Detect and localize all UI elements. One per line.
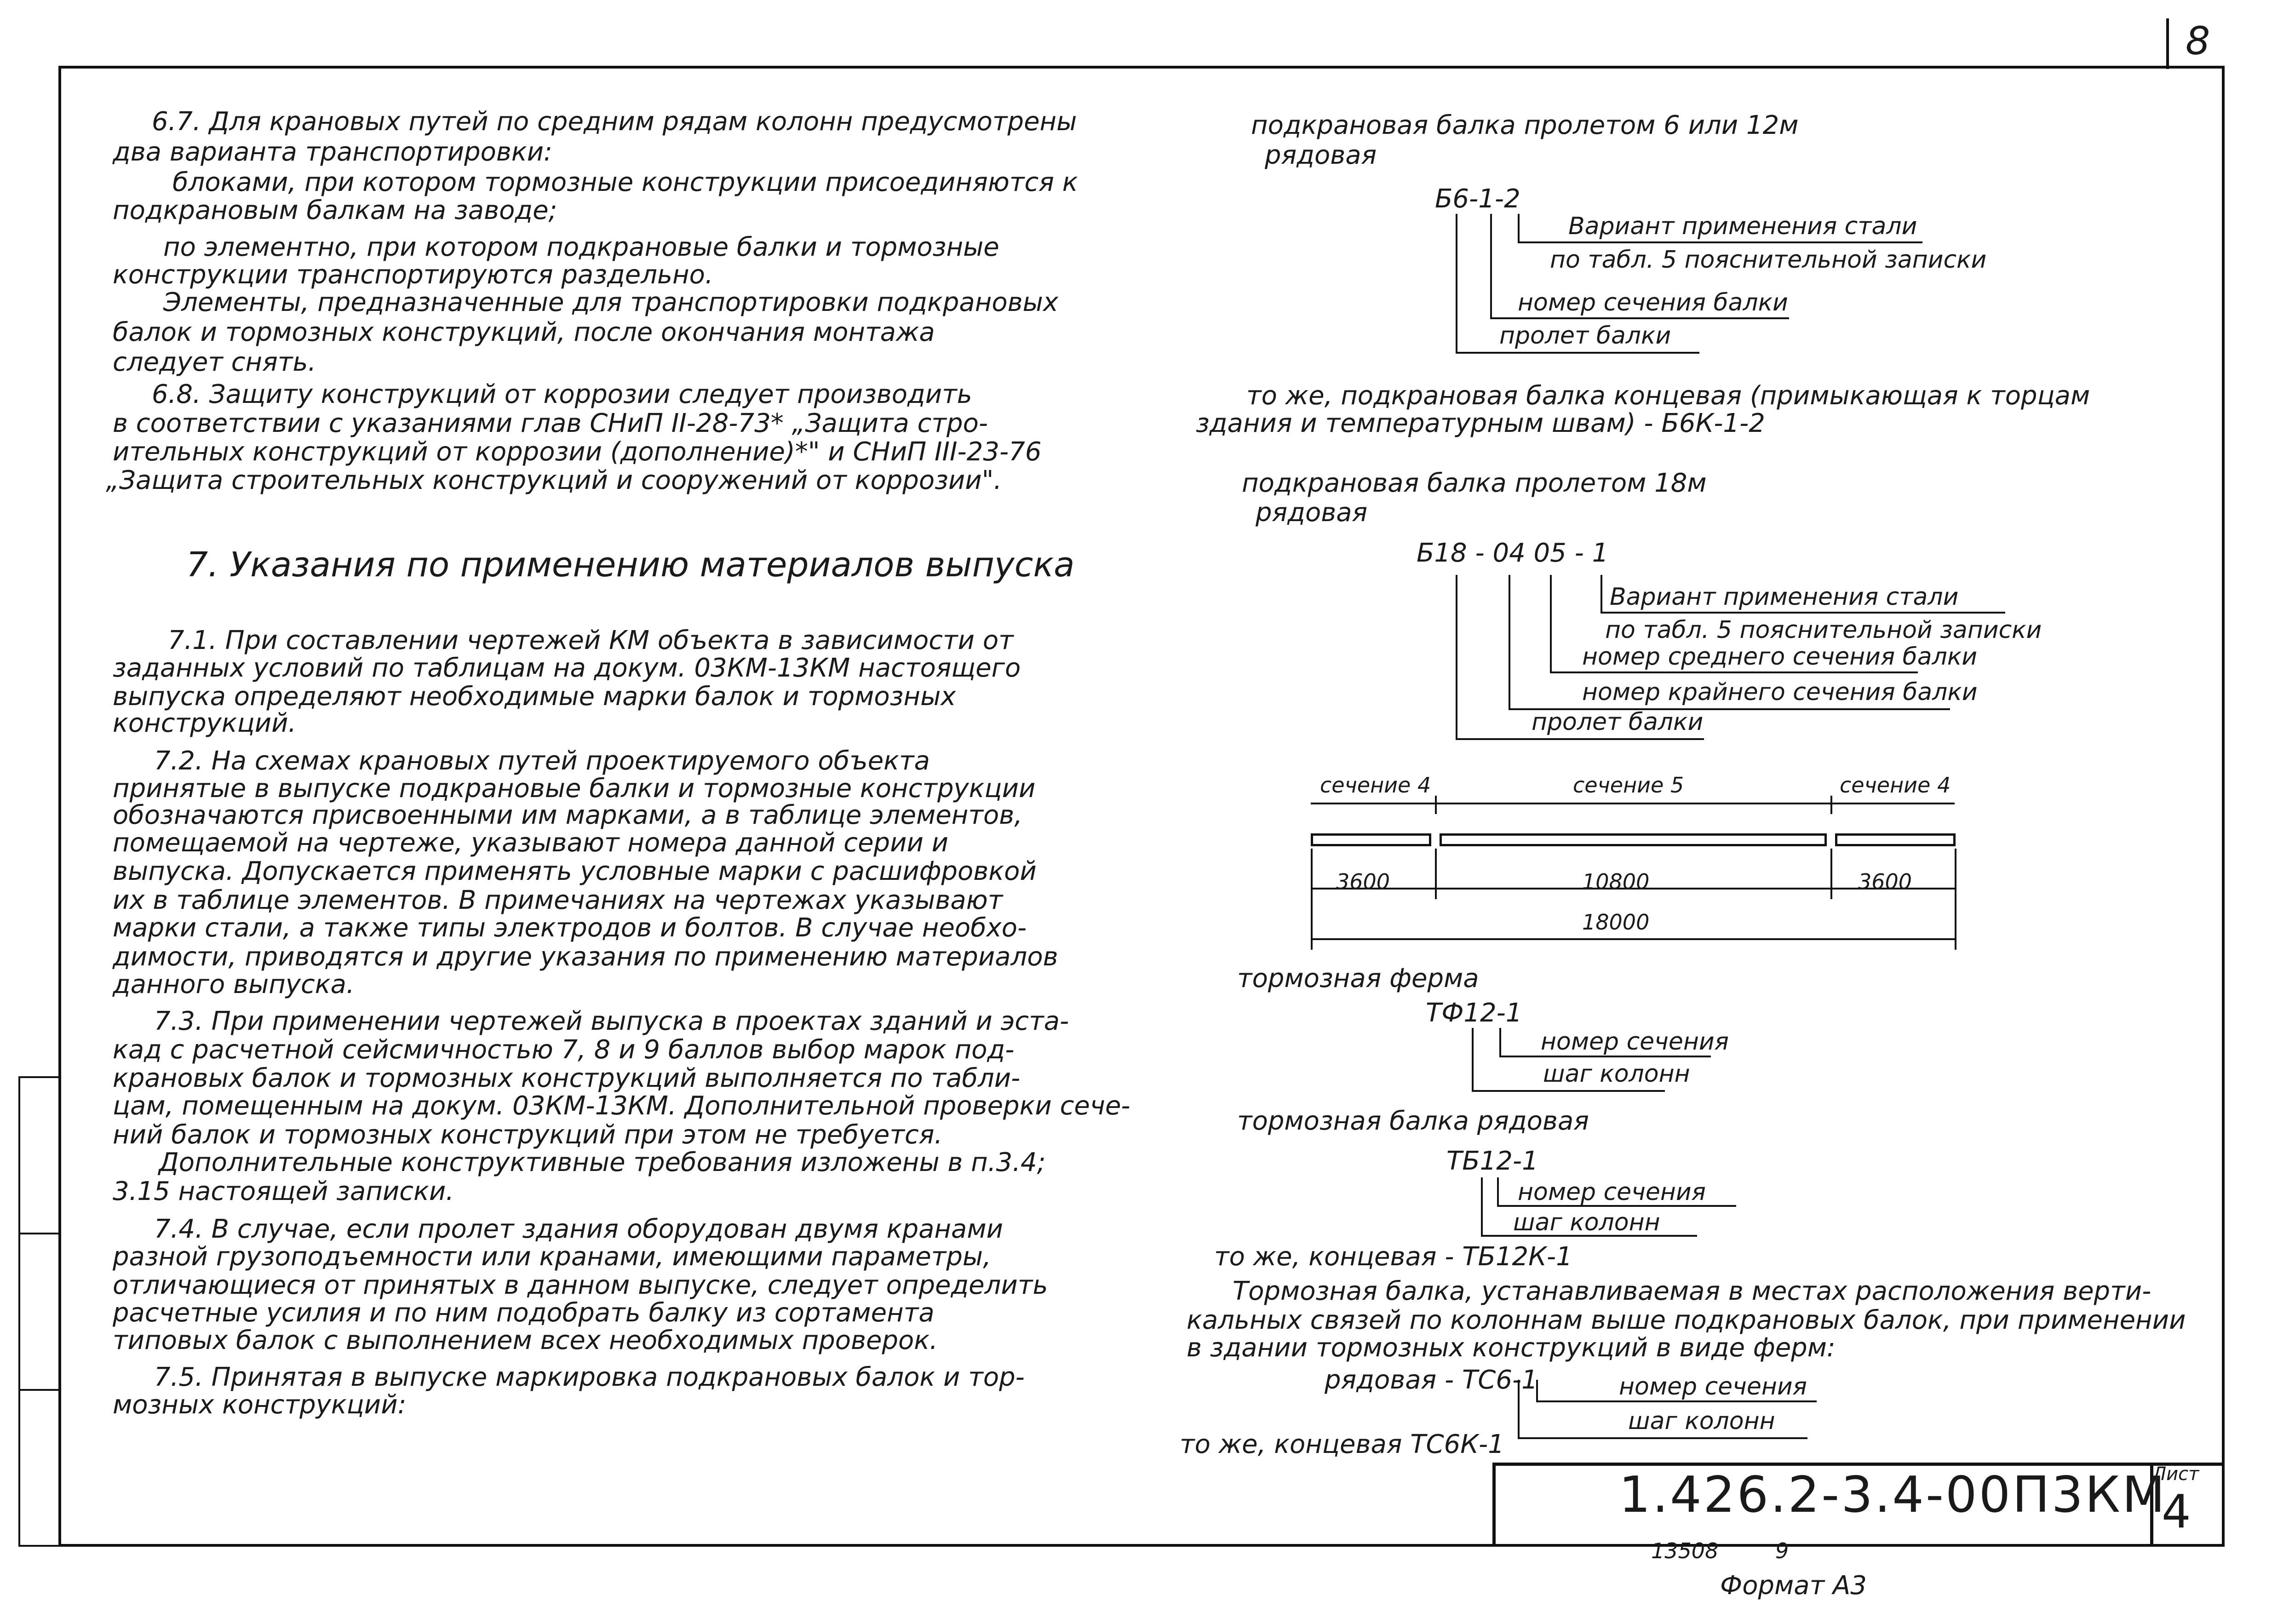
paper-format: Формат А3 [1720, 1571, 1867, 1601]
beam-18-heading: подкрановая балка пролетом 18м [1242, 468, 1707, 498]
leader-line [1536, 1380, 1538, 1400]
leader-line [1499, 1028, 1501, 1056]
brake-beam-heading: тормозная балка рядовая [1237, 1106, 1589, 1136]
scheme-dim-mid: 10800 [1582, 869, 1650, 894]
mark-tb: ТБ12-1 [1446, 1146, 1538, 1176]
scheme-tick [1311, 849, 1313, 950]
mark-tf-label-pitch: шаг колонн [1543, 1060, 1690, 1088]
p7-line: кад с расчетной сейсмичностью 7, 8 и 9 баллов выбор марок под- [113, 1035, 1015, 1065]
p7-line: разной грузоподъемности или кранами, имеющими параметры, [113, 1242, 991, 1272]
leader-line [1509, 575, 1510, 708]
leader-line [1472, 1090, 1665, 1092]
scheme-section-label-right: сечение 4 [1840, 773, 1951, 798]
leader-line [1550, 575, 1552, 671]
mark-b18: Б18 - 04 05 - 1 [1417, 538, 1609, 568]
p6-7-line: 6.7. Для крановых путей по средним рядам колонн предусмотрены [152, 107, 1077, 137]
leader-line [1499, 1056, 1711, 1057]
leader-line [1497, 1177, 1499, 1205]
leader-line [1601, 575, 1602, 612]
mark-b6-label-steel: Вариант применения стали [1568, 212, 1917, 240]
leader-line [1456, 738, 1704, 740]
scheme-dim-line-top [1311, 803, 1955, 804]
scheme-dim-total: 18000 [1582, 910, 1650, 935]
p7-line: данного выпуска. [113, 970, 355, 999]
p7-line: крановых балок и тормозных конструкций выполняется по табли- [113, 1063, 1021, 1093]
mark-b18-label-mid-section: номер среднего сечения балки [1582, 643, 1978, 671]
p6-7-line: Элементы, предназначенные для транспортировки подкрановых [163, 287, 1058, 317]
mark-b6-label-span: пролет балки [1499, 322, 1671, 350]
beam-6-12-heading: подкрановая балка пролетом 6 или 12м [1251, 110, 1799, 140]
p7-line: Дополнительные конструктивные требования изложены в п.3.4; [159, 1148, 1046, 1177]
document-code: 1.426.2-3.4-00П3КМ [1619, 1466, 2167, 1524]
leader-line [1456, 214, 1457, 352]
inventory-number: 13508 [1651, 1538, 1719, 1563]
mark-tc-label-section: номер сечения [1619, 1373, 1807, 1400]
p6-8-line: „Защита строительных конструкций и сооружений от коррозии". [106, 465, 1002, 495]
scheme-tick [1830, 849, 1832, 899]
margin-strip-divider [18, 1233, 58, 1234]
p7-line: принятые в выпуске подкрановые балки и тормозные конструкции [113, 774, 1036, 803]
scheme-dim-line-total [1311, 938, 1955, 940]
mark-b18-label-table: по табл. 5 пояснительной записки [1605, 616, 2042, 644]
leader-line [1481, 1177, 1483, 1235]
mark-tc-label-pitch: шаг колонн [1628, 1407, 1775, 1435]
p6-7-line: подкрановым балкам на заводе; [113, 195, 557, 225]
scheme-section-label-left: сечение 4 [1320, 773, 1431, 798]
p6-8-line: в соответствии с указаниями глав СНиП II-28-73* „Защита стро- [113, 408, 988, 438]
leader-line [1456, 575, 1457, 738]
mark-b6-label-section: номер сечения балки [1518, 289, 1788, 316]
brake-text: в здании тормозных конструкций в виде ферм: [1187, 1333, 1836, 1363]
margin-strip-divider [18, 1389, 58, 1391]
mark-b18-label-span: пролет балки [1532, 708, 1704, 736]
p6-7-line: блоками, при котором тормозные конструкции присоединяются к [172, 167, 1078, 197]
p7-line: ний балок и тормозных конструкций при этом не требуется. [113, 1120, 943, 1150]
p7-line: 7.2. На схемах крановых путей проектируемого объекта [154, 746, 930, 776]
scheme-segment-left [1311, 833, 1431, 846]
leader-line [1550, 671, 1918, 673]
tb-end-text: то же, концевая - ТБ12К-1 [1214, 1242, 1572, 1272]
leader-line [1518, 241, 1922, 243]
p7-line: выпуска определяют необходимые марки балок и тормозных [113, 682, 956, 712]
p7-line: обозначаются присвоенными им марками, а в таблице элементов, [113, 800, 1023, 830]
p7-line: 7.5. Принятая в выпуске маркировка подкрановых балок и тор- [154, 1362, 1025, 1392]
p7-line: цам, помещенным на докум. 03КМ-13КМ. Дополнительной проверки сече- [113, 1091, 1130, 1121]
p7-line: 7.1. При составлении чертежей КМ объекта в зависимости от [168, 625, 1014, 655]
leader-line [1490, 214, 1492, 317]
scheme-segment-mid [1440, 833, 1827, 846]
leader-line [1536, 1400, 1817, 1402]
p7-line: типовых балок с выполнением всех необходимых проверок. [113, 1326, 938, 1355]
brake-text: Тормозная балка, устанавливаемая в местах расположения верти- [1233, 1276, 2151, 1306]
mark-tb-label-pitch: шаг колонн [1513, 1209, 1660, 1236]
p7-line: 7.3. При применении чертежей выпуска в проектах зданий и эста- [154, 1006, 1069, 1036]
inventory-page: 9 [1775, 1538, 1789, 1563]
p7-line: 3.15 настоящей записки. [113, 1176, 454, 1206]
p7-line: выпуска. Допускается применять условные марки с расшифровкой [113, 856, 1037, 886]
p7-line: мозных конструкций: [113, 1390, 407, 1420]
brake-text: кальных связей по колоннам выше подкрановых балок, при применении [1187, 1305, 2186, 1335]
p6-7-line: балок и тормозных конструкций, после окончания монтажа [113, 317, 935, 347]
beam-6-12-subheading: рядовая [1265, 140, 1377, 170]
truss-heading: тормозная ферма [1237, 964, 1479, 993]
p7-line: расчетные усилия и по ним подобрать балку из сортамента [113, 1298, 935, 1328]
leader-line [1601, 612, 2005, 614]
scheme-tick [1435, 849, 1437, 899]
mark-b18-label-end-section: номер крайнего сечения балки [1582, 678, 1978, 706]
leader-line [1518, 1437, 1807, 1439]
p6-7-line: два варианта транспортировки: [113, 137, 552, 167]
p6-8-line: ительных конструкций от коррозии (дополнение)*" и СНиП III-23-76 [113, 437, 1042, 467]
sheet-number: 4 [2162, 1485, 2191, 1538]
leader-line [1456, 352, 1699, 354]
scheme-dim-left: 3600 [1336, 869, 1390, 894]
beam-18-subheading: рядовая [1256, 498, 1368, 528]
p7-line: заданных условий по таблицам на докум. 03КМ-13КМ настоящего [113, 653, 1021, 683]
end-beam-text: то же, подкрановая балка концевая (примыкающая к торцам [1246, 381, 2090, 411]
p7-line: марки стали, а также типы электродов и болтов. В случае необхо- [113, 913, 1027, 943]
p7-line: 7.4. В случае, если пролет здания оборудован двумя кранами [154, 1214, 1004, 1244]
p7-line: конструкций. [113, 708, 297, 738]
p6-7-line: следует снять. [113, 347, 316, 377]
leader-line [1490, 317, 1789, 319]
leader-line [1472, 1028, 1474, 1090]
mark-tf-label-section: номер сечения [1541, 1028, 1729, 1056]
scheme-dim-right: 3600 [1858, 869, 1912, 894]
p7-line: отличающиеся от принятых в данном выпуске, следует определить [113, 1270, 1048, 1300]
p7-line: димости, приводятся и другие указания по применению материалов [113, 942, 1058, 972]
leader-line [1518, 214, 1520, 241]
scheme-segment-right [1835, 833, 1956, 846]
margin-strip [18, 1076, 58, 1547]
scheme-tick [1435, 796, 1437, 814]
p7-line: помещаемой на чертеже, указывают номера данной серии и [113, 828, 949, 858]
mark-b6-label-table: по табл. 5 пояснительной записки [1550, 246, 1987, 274]
mark-tb-label-section: номер сечения [1518, 1178, 1706, 1206]
section-7-title: 7. Указания по применению материалов выпуска [186, 545, 1075, 585]
mark-b6: Б6-1-2 [1435, 184, 1520, 214]
p6-7-line: по элементно, при котором подкрановые балки и тормозные [163, 232, 999, 262]
scheme-tick [1955, 849, 1956, 950]
tc-end-text: то же, концевая ТС6К-1 [1180, 1429, 1504, 1459]
end-beam-text: здания и температурным швам) - Б6К-1-2 [1196, 408, 1765, 438]
tc-row: рядовая - ТС6-1 [1325, 1365, 1538, 1395]
leader-line [1518, 1380, 1520, 1437]
p6-8-line: 6.8. Защиту конструкций от коррозии следует производить [152, 379, 972, 409]
sheet-corner-number: 8 [2186, 18, 2210, 63]
mark-tf: ТФ12-1 [1426, 998, 1522, 1028]
mark-b18-label-steel: Вариант применения стали [1610, 583, 1959, 611]
sheet-label: Лист [2152, 1463, 2199, 1485]
scheme-tick [1830, 796, 1832, 814]
scheme-section-label-mid: сечение 5 [1573, 773, 1684, 798]
p7-line: их в таблице элементов. В примечаниях на чертежах указывают [113, 885, 1003, 915]
p6-7-line: конструкции транспортируются раздельно. [113, 260, 713, 290]
